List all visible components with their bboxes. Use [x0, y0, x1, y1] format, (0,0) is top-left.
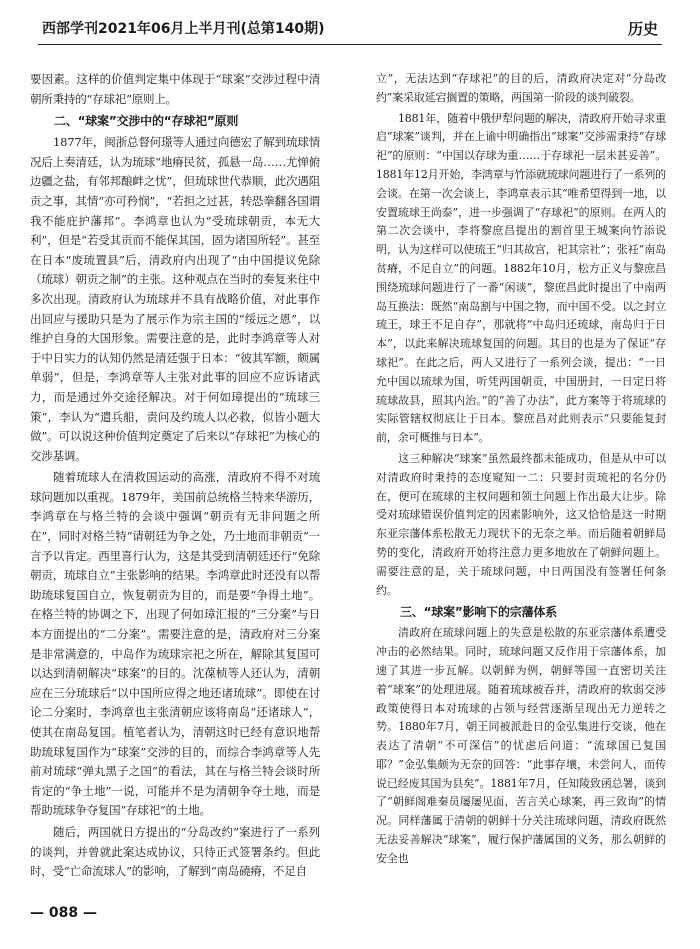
paragraph: 要因素。这样的价值判定集中体现于“球案”交涉过程中清朝所秉持的“存球祀”原则上。 — [30, 72, 320, 106]
journal-title: 西部学刊2021年06月上半月刊(总第140期) — [42, 21, 325, 37]
paragraph: 清政府在琉球问题上的失意是松散的东亚宗藩体系遭受冲击的必然结果。同时，琉球问题又反作用于宗藩体系，加速了其进一步瓦解。以朝鲜为例，朝鲜等国一直密切关注着“球案”的处理进展。随着琉球被吞并，清政府的软弱交涉政策使得日本对琉球的占领与经营逐渐呈现出无力逆转之势。1880年7月，朝王同被派赴日的金弘集进行交谈，他在表达了清朝“不可深信”的忧虑后问道：“流球国已复国耶？”金弘集颇为无奈的回答：“此事存壤，未尝问人，而传说已经废其国为县矣”。1881年7月，任知陵致函总署，谈到了“朝鲜阁难秦员屡屡见面，苦言关心球案，再三致询”的情况。同样藩属于清朝的朝鲜十分关注琉球问题，清政府既然无法妥善解决“球案”，履行保护藩属国的义务，那么朝鲜的安全也 — [376, 626, 666, 865]
page-number: — 088 — — [30, 905, 97, 921]
paragraph: 1877年，闽浙总督何璟等人通过向德宏了解到琉球情况后上奏清廷，认为琉球“地瘠民贫，孤悬一岛……尤惮俯边疆之盐，有邻邦酿衅之忧”，但琉球世代恭顺，此次遇阻贡之事，其情“亦可矜悯”，“若担之过甚，转恐拳翻各国谓我不能庇护藩邦”。李鸿章也认为“受琉球朝贡，本无大利”，但是“若受其贡而不能保其国，固为诸国所轻”。甚至在日本“废琉置县”后，清政府内出现了“由中国提议免除（琉球）朝贡之制”的主张。这种观点在当时的奏复来往中多次出现。清政府认为琉球并不具有战略价值，对此事作出回应与援助只是为了展示作为宗主国的“绥远之恩”，以维护自身的大国形象。需要注意的是，此时李鸿章等人对于中日实力的认知仍然是清廷强于日本：“彼其军额，颇属单弱”，但是，李鸿章等人主张对此事的回应不应诉诸武力，而是通过外交途径解决。对于何如璋提出的“琉球三策”，李认为“遣兵船，责问及约琉人以必救，似皆小题大做”。可以说这种价值判定奠定了后来以“存球祀”为核心的交涉基调。 — [30, 135, 320, 463]
paragraph: 1881年，随着中俄伊犁问题的解决，清政府开始寻求重启“球案”谈判，并在上谕中明确指出“球案”交涉需秉持“存球祀”的原则：“中国以存球为重……于存球祀一层未甚妥善”。1881年12月开始，李鸿章与竹添就琉球问题进行了一系列的会谈。在第一次会谈上，李鸿章表示其“唯希望得到一地，以安置琉球王尚泰”，进一步强调了“存球祀”的原则。在两人的第二次会谈中，李将黎庶昌提出的割首里王城案向竹添说明，认为这样可以使琉王“归其故宫，祀其宗社”；张衽“南岛贫瘠，不足自立”的问题。1882年10月，松方正义与黎庶昌围绕琉球问题进行了一番“闲谈”，黎庶昌此时提出了中南两岛互换法：既然“南岛割与中国之物，而中国不受。以之封立琉王，球王不足自存”，那就将“中岛归还琉球，南岛归于日本”，以此来解决琉球复国的问题。其目的也是为了保证“存球祀”。在此之后，两人又进行了一系列会谈，提出：“一日允中国以琉球为国，听凭两国朝贡，中国册封，一日定日将琉球故县，照其内治。”的“善了办法”，此方案等于将琉球的实际管辖权彻底让于日本。黎庶昌对此则表示“只要能复封前，余可概推与日本”。 — [376, 111, 666, 445]
paragraph: 这三种解决“球案”虽然最终都未能成功，但是从中可以对清政府时秉持的态度窥知一二：只要封贡琉祀的名分仍在，便可在琉球的主权问题和领土问题上作出最大让步。除受对琉球错误价值判定的因素影响外，这又恰恰是这一时期东亚宗藩体系松散无力现状下的无奈之举。而后随着朝鲜局势的变化，清政府开始将注意力更多地放在了朝鲜问题上。需要注意的是，关于琉球问题，中日两国没有签署任何条约。 — [376, 451, 666, 597]
section-heading: 三、“球案”影响下的宗藩体系 — [400, 605, 557, 620]
page-header — [38, 14, 662, 44]
section-heading: 二、“球案”交涉中的“存球祀”原则 — [54, 114, 239, 129]
header-rule — [38, 44, 662, 45]
section-label: 历史 — [627, 20, 658, 38]
right-column — [376, 70, 666, 871]
left-column — [30, 70, 320, 884]
paragraph: 随着琉球人在清救国运动的高涨，清政府不得不对琉球问题加以重视。1879年，美国前总统格兰特来华游历，李鸿章在与格兰特的会谈中强调“朝贡有无非问题之所在”，同时对格兰特“请朝廷为争之处，乃土地而非朝贡”一言予以肯定。西里喜行认为，这是其受到清朝廷还行“免除朝贡，琉球自立”主张影响的结果。李鸿章此时还没有以帮助琉球复国自立，恢复朝贡为目的，而是要“争得土地”。在格兰特的协调之下，出现了何如璋汇报的“三分案”与日本方面提出的“二分案”。需要注意的是，清政府对三分案是非常满意的，中岛作为琉球宗祀之所在，解除其复国可以达到清朝解决“球案”的目的。沈葆桢等人还认为，清朝应在三分琉球后“以中国所应得之地还诸琉球”。即使在讨论二分案时，李鸿章也主张清朝应该将南岛“还诸球人”，使其在南岛复国。植笔者认为，清朝这时已经有意识地帮助琉球复国作为“球案”交涉的目的，而综合李鸿章等人先前对琉球“弹丸黑子之国”的看法，其在与格兰特会谈时所肯定的“争土地”一说，可能并不是为清朝争夺土地，而是帮助琉球争夺复国“存球祀”的土地。 — [30, 470, 320, 818]
paragraph: 立”，无法达到“存球祀”的目的后，清政府决定对“分岛改约”案采取延宕搁置的策略，两国第一阶段的谈判破裂。 — [376, 72, 666, 104]
paragraph: 随后，两国就日方提出的“分岛改约”案进行了一系列的谈判，并曾就此案达成协议，只待正式签署条约。但此时，受“亡命流球人”的影响，了解到“南岛磽瘠，不足自 — [30, 824, 320, 879]
